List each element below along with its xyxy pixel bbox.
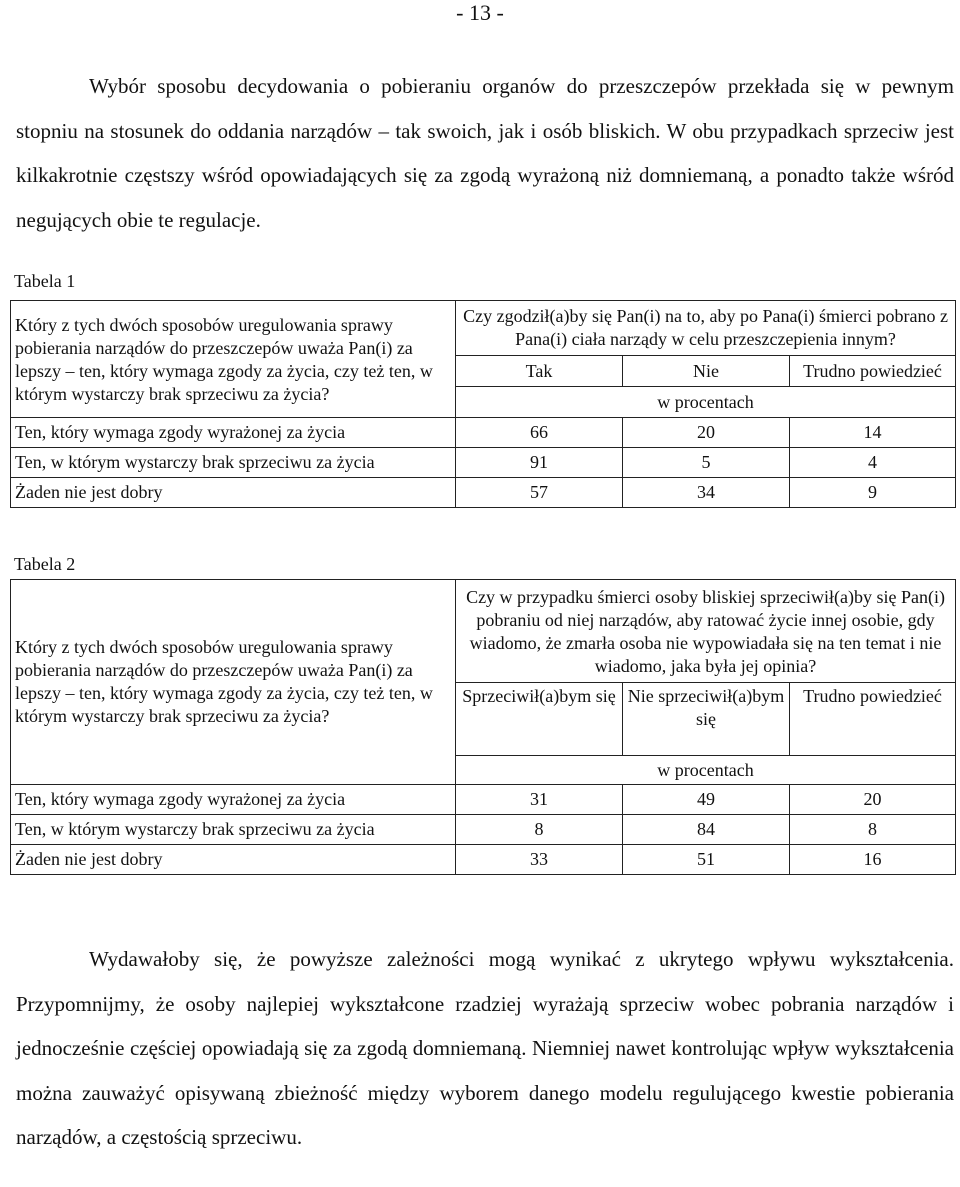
table2-cell: 8 (456, 815, 623, 845)
table2-cell: 20 (790, 785, 956, 815)
table1-row-label: Ten, w którym wystarczy brak sprzeciwu za życia (11, 448, 456, 478)
intro-paragraph: Wybór sposobu decydowania o pobieraniu organów do przeszczepów przekłada się w pewnym stopniu na stosunek do oddania narządów – tak swoich, jak i osób bliskich. W obu przypadkach sprzeciw jest kilkakrotnie częstszy wśród opowiadających się za zgodą wyrażoną niż domniemaną, a ponadto także wśród negujących obie te regulacje. (16, 74, 954, 232)
table2-unit: w procentach (456, 756, 956, 785)
outro-paragraph: Wydawałoby się, że powyższe zależności mogą wynikać z ukrytego wpływu wykształcenia. Przypomnijmy, że osoby najlepiej wykształcone rzadziej wyrażają sprzeciw wobec pobrania narządów i jednocześnie częściej opowiadają się za zgodą domniemaną. Niemniej nawet kontrolując wpływ wykształcenia można zauważyć opisywaną zbieżność między wyborem danego modelu regulującego kwestie pobierania narządów, a częstością sprzeciwu. (16, 947, 954, 1149)
table1-cell: 20 (623, 418, 790, 448)
table1-row-label: Ten, który wymaga zgody wyrażonej za życia (11, 418, 456, 448)
table-row (11, 448, 956, 478)
table1-cell: 4 (790, 448, 956, 478)
table1-row-label: Żaden nie jest dobry (11, 478, 456, 508)
table-row (11, 845, 956, 875)
table2-row-question: Który z tych dwóch sposobów uregulowania sprawy pobierania narządów do przeszczepów uważa Pan(i) za lepszy – ten, który wymaga zgody za życia, czy też ten, w którym wystarczy brak sprzeciwu za życia? (11, 580, 456, 785)
table1-cell: 9 (790, 478, 956, 508)
table2-caption: Tabela 2 (14, 554, 76, 574)
table2-cell: 31 (456, 785, 623, 815)
table2-cell: 16 (790, 845, 956, 875)
table1-cell: 14 (790, 418, 956, 448)
table-row (11, 785, 956, 815)
page-number: - 13 - (456, 0, 504, 25)
table2-col-header: Sprzeciwił(a)bym się (456, 683, 623, 756)
table2-col-header: Trudno powiedzieć (790, 683, 956, 756)
table-row (11, 815, 956, 845)
table2-cell: 33 (456, 845, 623, 875)
table2-cell: 49 (623, 785, 790, 815)
table1 (10, 300, 956, 508)
table1-col-header: Tak (456, 356, 623, 387)
table1-col-header: Nie (623, 356, 790, 387)
table1-cell: 34 (623, 478, 790, 508)
table2-column-question: Czy w przypadku śmierci osoby bliskiej sprzeciwił(a)by się Pan(i) pobraniu od niej narządów, aby ratować życie innej osobie, gdy wiadomo, że zmarła osoba nie wypowiadała się na ten temat i nie wiadomo, jaka była jej opinia? (456, 580, 956, 683)
table2-cell: 84 (623, 815, 790, 845)
table1-row-question: Który z tych dwóch sposobów uregulowania sprawy pobierania narządów do przeszczepów uważa Pan(i) za lepszy – ten, który wymaga zgody za życia, czy też ten, w którym wystarczy brak sprzeciwu za życia? (11, 301, 456, 418)
table1-cell: 5 (623, 448, 790, 478)
table2-row-label: Ten, który wymaga zgody wyrażonej za życia (11, 785, 456, 815)
table2-col-header: Nie sprzeciwił(a)bym się (623, 683, 790, 756)
table2 (10, 579, 956, 875)
table1-cell: 91 (456, 448, 623, 478)
table1-caption: Tabela 1 (14, 271, 76, 291)
table2-cell: 8 (790, 815, 956, 845)
table1-cell: 66 (456, 418, 623, 448)
table2-row-label: Ten, w którym wystarczy brak sprzeciwu za życia (11, 815, 456, 845)
table1-unit: w procentach (456, 387, 956, 418)
table1-column-question: Czy zgodził(a)by się Pan(i) na to, aby po Pana(i) śmierci pobrano z Pana(i) ciała narządy w celu przeszczepienia innym? (456, 301, 956, 356)
table2-cell: 51 (623, 845, 790, 875)
table-row (11, 478, 956, 508)
table2-row-label: Żaden nie jest dobry (11, 845, 456, 875)
table1-cell: 57 (456, 478, 623, 508)
table1-col-header: Trudno powiedzieć (790, 356, 956, 387)
table-row (11, 418, 956, 448)
